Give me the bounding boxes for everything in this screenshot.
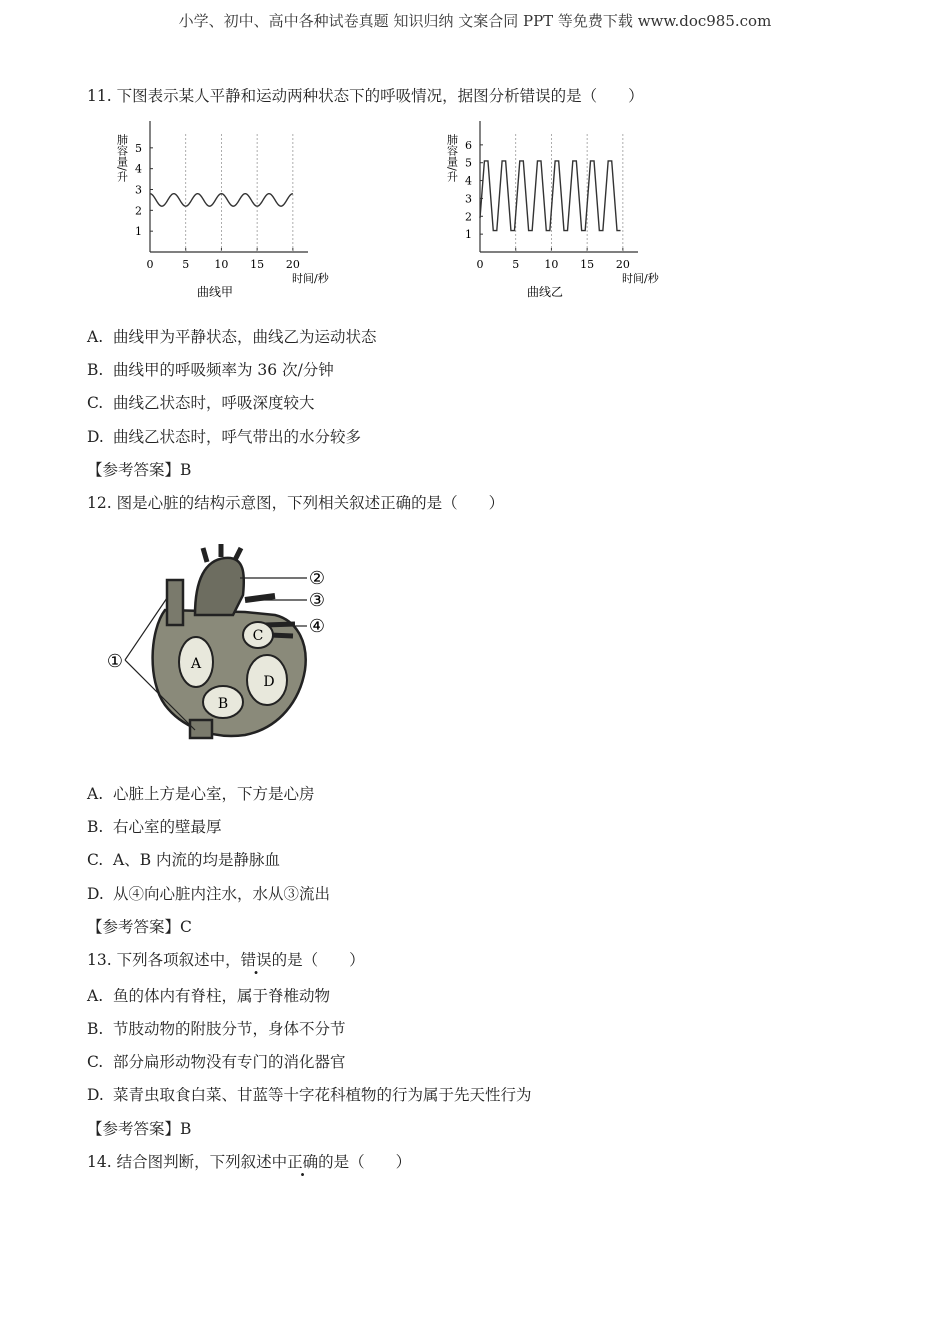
q12-option-a[interactable]: A. 心脏上方是心室，下方是心房 <box>87 785 315 803</box>
page-header: 小学、初中、高中各种试卷真题 知识归纳 文案合同 PPT 等免费下载 www.doc985.com <box>178 12 772 30</box>
q13-emphasis: 错误 <box>240 951 272 969</box>
q13-stem: 13. 下列各项叙述中，错误的是（ ） <box>87 948 365 970</box>
chart1-series-line <box>480 161 621 231</box>
q11-option-d[interactable]: D. 曲线乙状态时，呼气带出的水分较多 <box>87 428 362 446</box>
q11-option-c[interactable]: C. 曲线乙状态时，呼吸深度较大 <box>87 394 315 412</box>
q11-answer: 【参考答案】B <box>87 461 192 479</box>
q12-stem: 12. 图是心脏的结构示意图，下列相关叙述正确的是（ ） <box>87 494 505 512</box>
chart0-xtick-label: 10 <box>214 258 229 271</box>
chart1-ytick-label: 5 <box>465 156 472 170</box>
chart0-title: 曲线甲 <box>196 285 234 299</box>
vena-cava-superior <box>167 580 183 625</box>
label-a: A <box>190 656 202 672</box>
q13-option-d[interactable]: D. 菜青虫取食白菜、甘蓝等十字花科植物的行为属于先天性行为 <box>87 1086 532 1104</box>
chart0-xtick-label: 15 <box>250 258 265 271</box>
q11-stem: 11. 下图表示某人平静和运动两种状态下的呼吸情况，据图分析错误的是（ ） <box>87 87 644 105</box>
chart-curve-jia <box>110 112 340 302</box>
heart-diagram <box>95 540 345 750</box>
chart0-ytick-label: 2 <box>135 204 142 218</box>
chart0-ytick-label: 5 <box>135 141 142 155</box>
chart0-ylabel: 肺容量/升 <box>115 134 129 182</box>
chart1-xlabel: 时间/秒 <box>622 272 659 285</box>
chart0-ytick-label: 1 <box>135 225 142 239</box>
chart1-ytick-label: 2 <box>465 210 472 224</box>
q11-option-b[interactable]: B. 曲线甲的呼吸频率为 36 次/分钟 <box>87 361 334 379</box>
chart1-xtick-label: 10 <box>544 258 559 271</box>
label-b: B <box>217 696 229 712</box>
q12-option-d[interactable]: D. 从④向心脏内注水，水从③流出 <box>87 885 331 903</box>
chart0-xtick-label: 5 <box>182 258 190 271</box>
q11-option-a[interactable]: A. 曲线甲为平静状态，曲线乙为运动状态 <box>87 328 377 346</box>
chart1-ytick-label: 6 <box>465 138 472 152</box>
chart1-xtick-label: 15 <box>580 258 595 271</box>
q13-option-a[interactable]: A. 鱼的体内有脊柱，属于脊椎动物 <box>87 987 331 1005</box>
chart1-ytick-label: 3 <box>465 192 472 206</box>
q12-answer: 【参考答案】C <box>87 918 192 936</box>
q13-answer: 【参考答案】B <box>87 1120 192 1138</box>
chart0-ytick-label: 4 <box>135 162 142 176</box>
chart1-xtick-label: 5 <box>512 258 520 271</box>
label-two: ② <box>308 568 326 589</box>
q12-option-c[interactable]: C. A、B 内流的均是静脉血 <box>87 851 281 869</box>
chart0-xtick-label: 20 <box>285 258 300 271</box>
chart0-xtick-label: 0 <box>146 258 154 271</box>
chart1-ylabel: 肺容量/升 <box>445 134 459 182</box>
q14-emphasis: 正确 <box>287 1153 319 1171</box>
label-d: D <box>263 674 275 690</box>
chart1-ytick-label: 4 <box>465 174 472 188</box>
chart1-ytick-label: 1 <box>465 228 472 242</box>
q13-option-b[interactable]: B. 节肢动物的附肢分节，身体不分节 <box>87 1020 346 1038</box>
chart1-title: 曲线乙 <box>526 285 564 299</box>
q14-stem: 14. 结合图判断，下列叙述中正确的是（ ） <box>87 1150 411 1172</box>
chart0-xlabel: 时间/秒 <box>292 272 329 285</box>
label-four: ④ <box>308 616 326 637</box>
chart1-xtick-label: 0 <box>476 258 484 271</box>
label-three: ③ <box>308 590 326 611</box>
q13-option-c[interactable]: C. 部分扁形动物没有专门的消化器官 <box>87 1053 346 1071</box>
aorta <box>195 558 244 615</box>
chart1-xtick-label: 20 <box>615 258 630 271</box>
chart0-ytick-label: 3 <box>135 183 142 197</box>
chart-curve-yi <box>440 112 670 302</box>
label-c: C <box>252 628 264 644</box>
q12-option-b[interactable]: B. 右心室的壁最厚 <box>87 818 222 836</box>
label-one: ① <box>106 651 124 672</box>
